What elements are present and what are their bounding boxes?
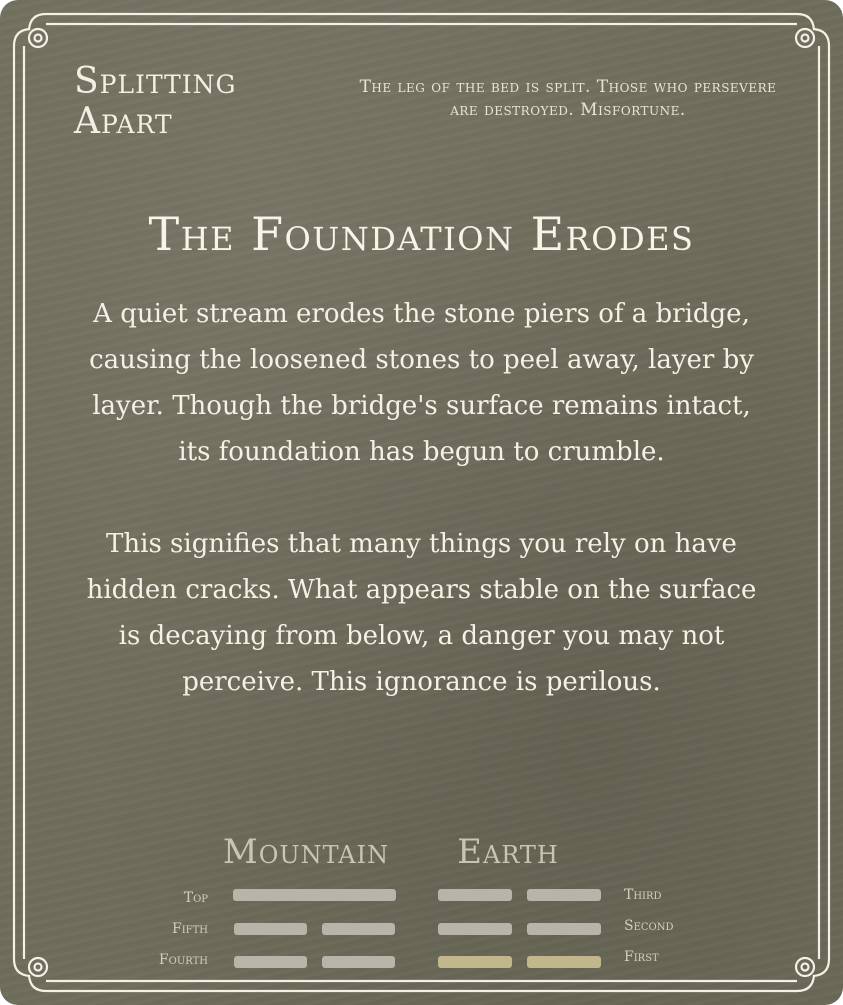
line-label-second: Second [624, 918, 674, 934]
corner-ornament-top-right [796, 14, 829, 47]
line-label-first: First [624, 949, 659, 965]
hexagram-line-fifth-left [234, 923, 307, 935]
hexagram-line-second-right [527, 923, 601, 935]
line-label-fifth: Fifth [172, 921, 208, 937]
hexagram-line-top-solid [233, 889, 396, 901]
hexagram-name: Splitting Apart [74, 61, 237, 142]
line-label-fourth: Fourth [158, 952, 208, 968]
description-paragraph: A quiet stream erodes the stone piers of a bridge, causing the loosened stones to peel away, layer by layer. Though the bridge's surface remains intact, its foundation has begun to crumble. [89, 299, 754, 467]
line-label-third: Third [624, 887, 662, 903]
hexagram-line-third-left [438, 889, 512, 901]
corner-ornament-top-left [14, 14, 47, 47]
hexagram-line-first-right-changing [527, 956, 601, 968]
hexagram-line-third-right [527, 889, 601, 901]
lower-trigram-name: Earth [457, 832, 559, 872]
hexagram-line-fourth-right [322, 956, 395, 968]
corner-ornament-bottom-right [796, 958, 829, 991]
line-label-top: Top [183, 890, 208, 906]
corner-ornament-bottom-left [14, 958, 47, 991]
hexagram-line-fifth-right [322, 923, 395, 935]
line-title: The Foundation Erodes [148, 207, 695, 261]
hexagram-judgement: The leg of the bed is split. Those who persevere are destroyed. Misfortune. [359, 77, 777, 120]
hexagram-line-fourth-left [234, 956, 307, 968]
line-description [78, 291, 765, 751]
hexagram-line-second-left [438, 923, 512, 935]
description-paragraph: This signifies that many things you rely on have hidden cracks. What appears stable on the surface is decaying from below, a danger you may not perceive. This ignorance is perilous. [86, 529, 757, 697]
hexagram-line-first-left-changing [438, 956, 512, 968]
upper-trigram-name: Mountain [222, 832, 390, 872]
